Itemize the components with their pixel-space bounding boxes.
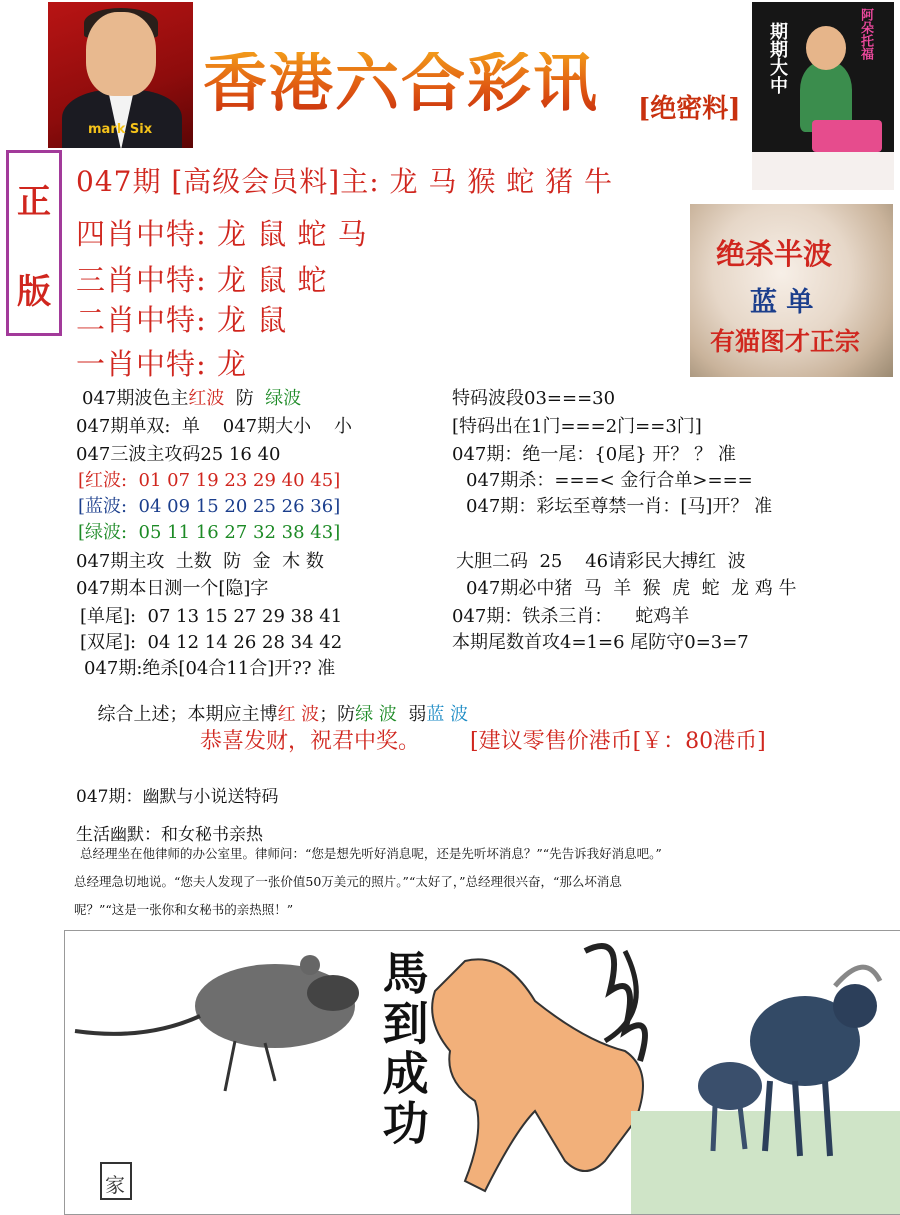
one-zodiac-line: 一肖中特: 龙 bbox=[76, 347, 247, 381]
cat-box-line2: 蓝 单 bbox=[750, 287, 814, 318]
story-line-1: 总经理坐在他律师的办公室里。律师问：“您是想先听好消息呢，还是先听坏消息？”“先告诉我好消息吧。” bbox=[80, 846, 662, 861]
mark-six-logo: mark Six bbox=[88, 122, 153, 137]
must-hit-line: 047期必中猪 马 羊 猴 虎 蛇 龙 鸡 牛 bbox=[466, 578, 797, 599]
red-wave-numbers: [红波: 01 07 19 23 29 40 45] bbox=[78, 470, 341, 491]
kill-combo-line: 047期:绝杀[04合11合]开?? 准 bbox=[84, 658, 336, 679]
cat-image-box bbox=[690, 204, 893, 377]
artist-seal: 家 bbox=[105, 1173, 125, 1197]
host-photo bbox=[48, 2, 193, 148]
story-line-3: 呢？”“这是一张你和女秘书的亲热照！” bbox=[74, 902, 294, 917]
price-text: [建议零售价港币[￥：80港币] bbox=[470, 729, 766, 754]
four-zodiac-line: 四肖中特: 龙 鼠 蛇 马 bbox=[76, 217, 368, 251]
daily-test-line: 047期本日测一个[隐]字 bbox=[76, 578, 269, 599]
authentic-badge bbox=[6, 150, 62, 336]
segment-line: 特码波段03===30 bbox=[452, 388, 616, 409]
mascot-caption-left: 期期大中 bbox=[767, 22, 788, 94]
story-subheading: 生活幽默：和女秘书亲热 bbox=[76, 825, 263, 845]
doors-line: [特码出在1门===2门==3门] bbox=[452, 416, 702, 437]
zodiac-painting bbox=[64, 930, 900, 1215]
blue-wave-numbers: [蓝波: 04 09 15 20 25 26 36] bbox=[78, 496, 341, 517]
story-heading: 047期：幽默与小说送特码 bbox=[76, 787, 279, 807]
iron-kill-line: 047期：铁杀三肖： 蛇鸡羊 bbox=[452, 606, 690, 627]
even-tail-line: [双尾]: 04 12 14 26 28 34 42 bbox=[80, 632, 343, 653]
odd-tail-line: [单尾]: 07 13 15 27 29 38 41 bbox=[80, 606, 343, 627]
rat-drawing bbox=[75, 955, 359, 1091]
issue-main-line: 047期 [高级会员料]主: 龙 马 猴 蛇 猪 牛 bbox=[76, 165, 614, 198]
three-zodiac-line: 三肖中特: 龙 鼠 蛇 bbox=[76, 263, 328, 297]
tail-line: 047期：绝一尾：{0尾} 开？ ？ 准 bbox=[452, 444, 736, 465]
story-line-2: 总经理急切地说。“您夫人发现了一张价值50万美元的照片。”“太好了，”总经理很兴奋，“那么坏消息 bbox=[74, 874, 622, 889]
kill-line: 047期杀：===< 金行合单>=== bbox=[466, 470, 753, 491]
odd-even-line: 047期单双: 单 047期大小 小 bbox=[76, 416, 352, 437]
green-wave-numbers: [绿波: 05 11 16 27 32 38 43] bbox=[78, 522, 341, 543]
page-subtitle: [绝密料] bbox=[638, 94, 741, 124]
tail-attack-line: 本期尾数首攻4=1=6 尾防守0=3=7 bbox=[452, 632, 749, 653]
painting-art bbox=[65, 931, 900, 1214]
two-zodiac-line: 二肖中特: 龙 鼠 bbox=[76, 303, 288, 337]
blessing-text: 恭喜发财，祝君中奖。 bbox=[200, 729, 421, 754]
badge-char-1: 正 bbox=[17, 181, 51, 222]
bold-two-line: 大胆二码 25 46请彩民大搏红 波 bbox=[456, 551, 746, 572]
calligraphy-text: 馬到成功 bbox=[375, 949, 430, 1149]
mascot-image bbox=[752, 2, 894, 190]
page-title: 香港六合彩讯 bbox=[203, 46, 599, 121]
cat-box-line1: 绝杀半波 bbox=[716, 237, 833, 271]
wave-color-line: 047期波色主红波 防 绿波 bbox=[82, 388, 302, 409]
summary-line: 综合上述；本期应主博红 波；防绿 波 弱蓝 波 bbox=[97, 704, 469, 725]
mascot-caption-right: 阿朵托福 bbox=[858, 8, 873, 60]
main-attack-line: 047期主攻 土数 防 金 木 数 bbox=[76, 551, 324, 572]
three-wave-line: 047三波主攻码25 16 40 bbox=[76, 444, 281, 465]
goats-drawing bbox=[631, 967, 900, 1214]
cat-box-line3: 有猫图才正宗 bbox=[710, 327, 861, 356]
horse-drawing bbox=[432, 946, 645, 1191]
badge-char-2: 版 bbox=[17, 271, 51, 312]
forbidden-line: 047期：彩坛至尊禁一肖：[马]开？ 准 bbox=[466, 496, 773, 517]
